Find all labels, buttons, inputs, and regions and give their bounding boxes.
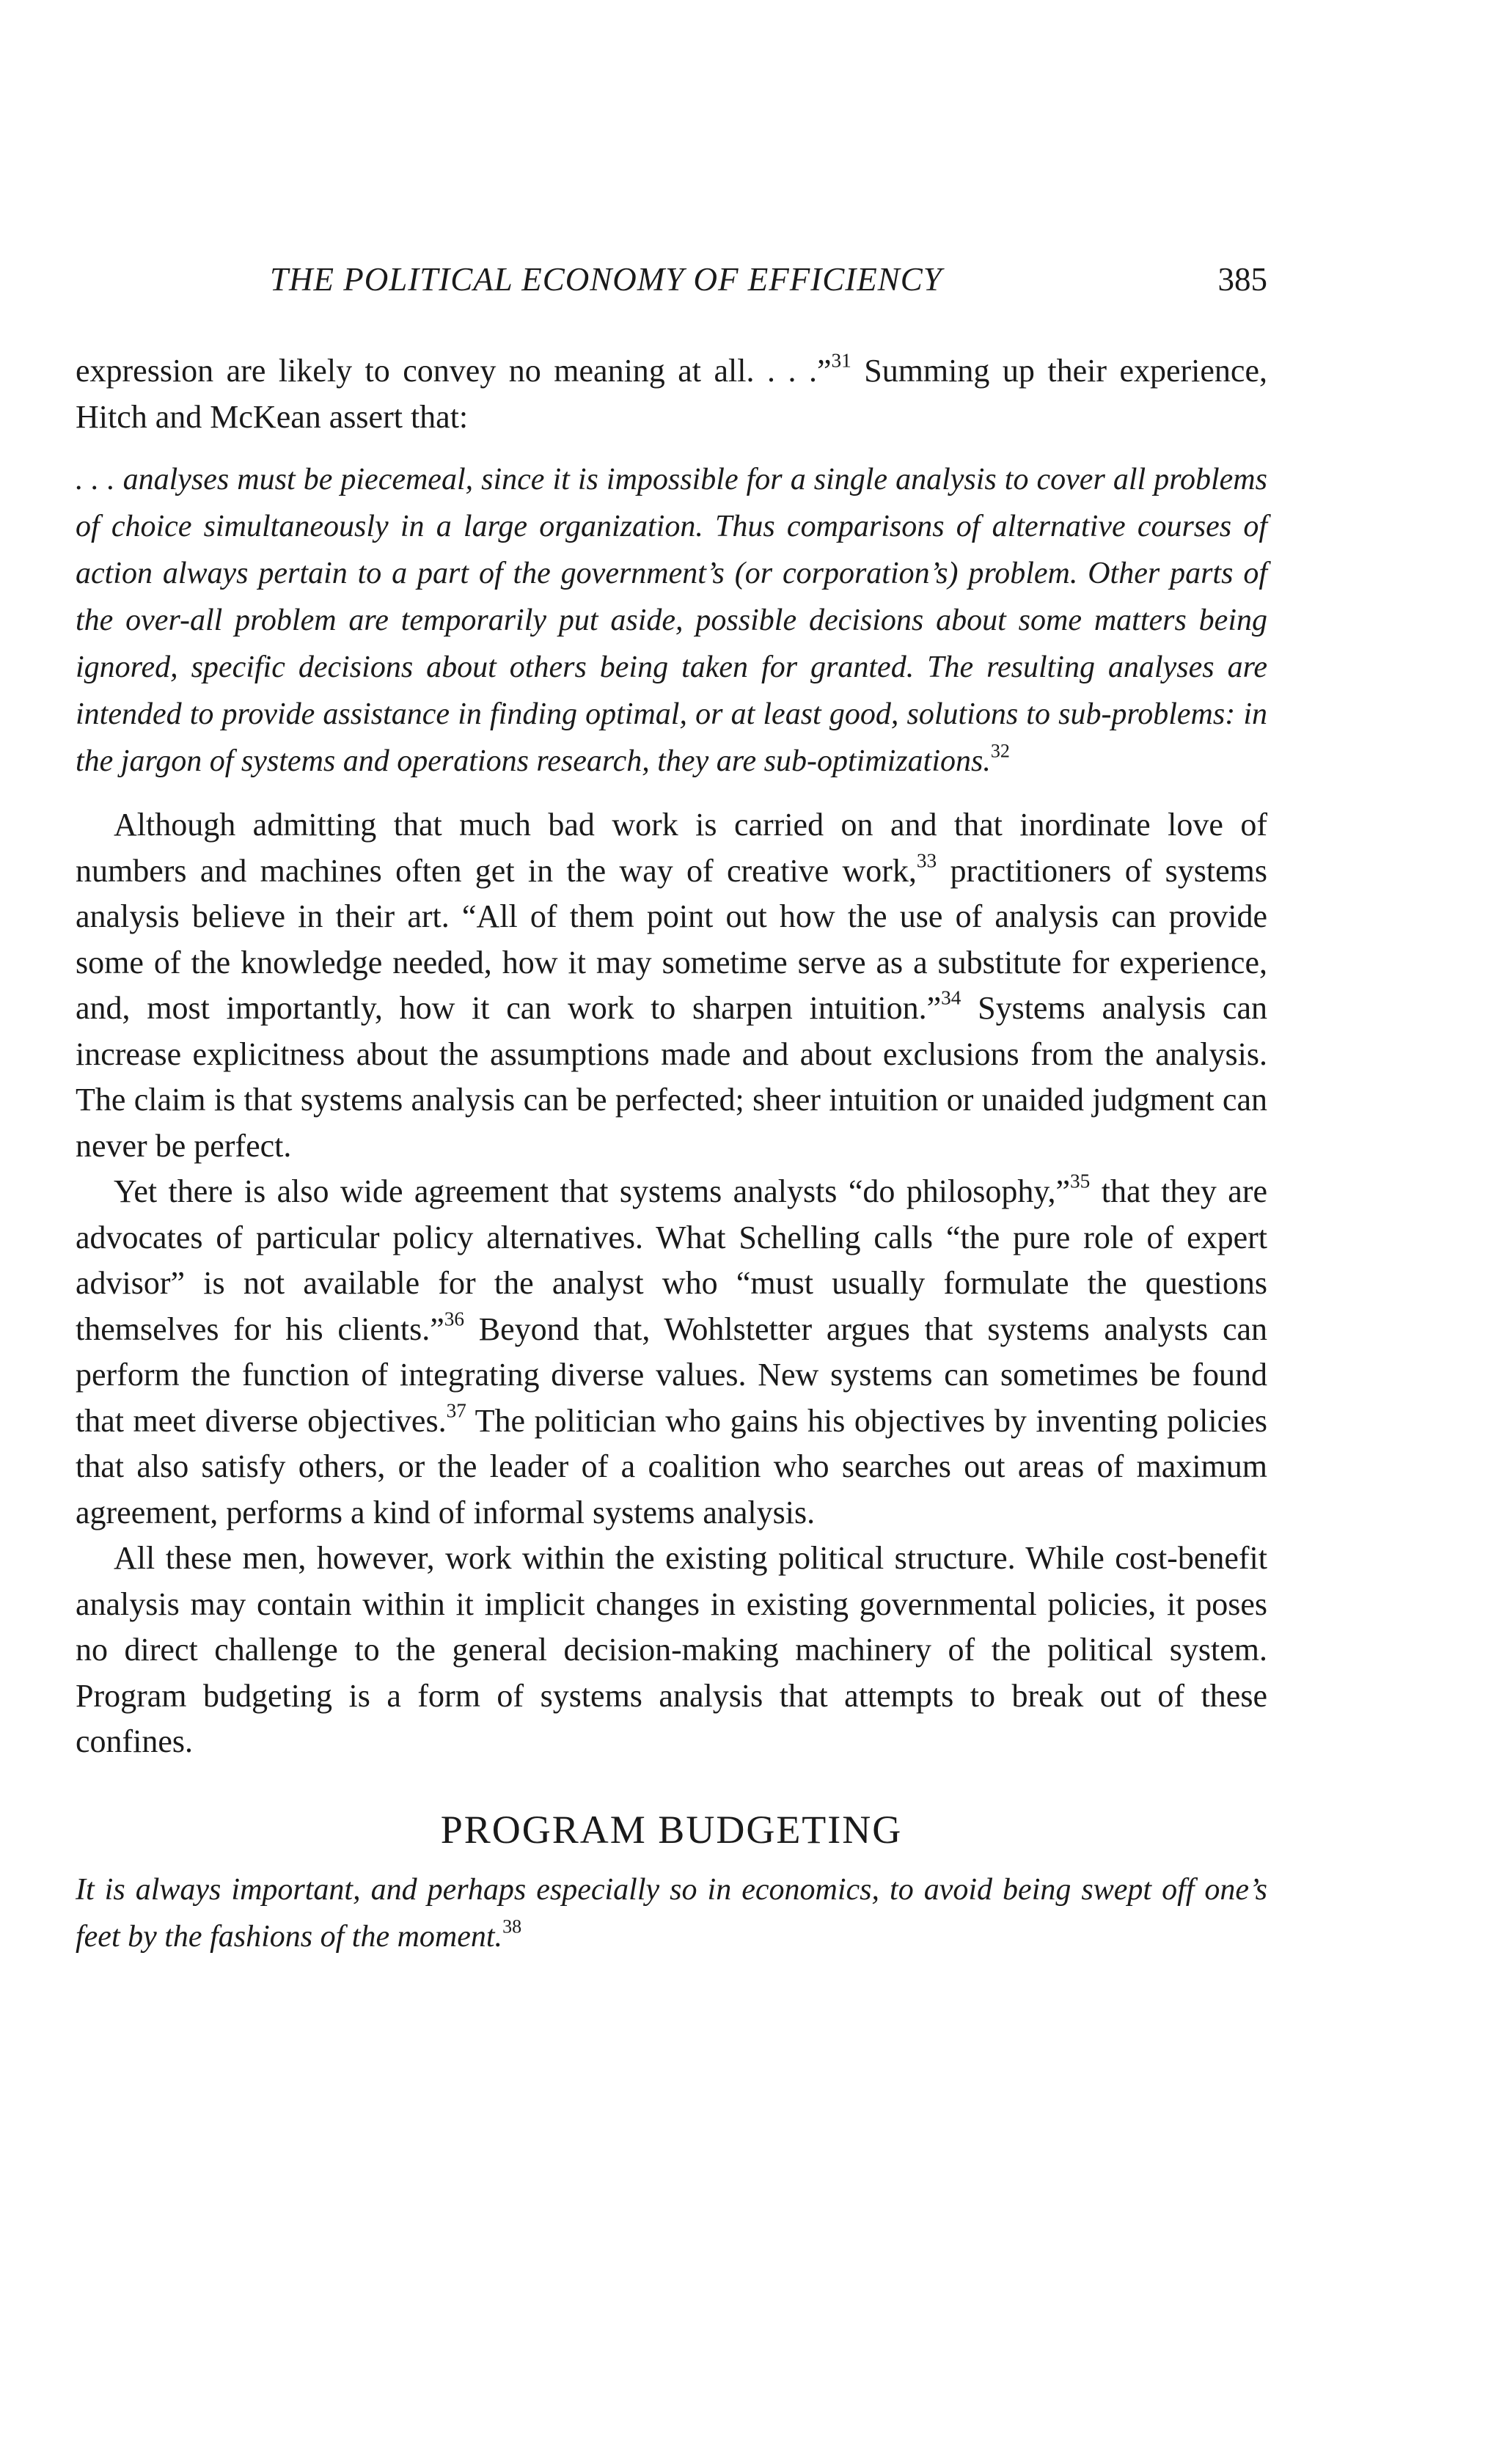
paragraph-although — [76, 802, 1267, 1169]
footnote-ref-32: 32 — [990, 740, 1010, 762]
footnote-ref-35: 35 — [1070, 1170, 1091, 1192]
page — [76, 0, 1267, 2464]
footnote-ref-33: 33 — [916, 848, 937, 871]
epigraph — [76, 1866, 1267, 1960]
text-run: All these men, however, work within the existing political structure. While cost-benefit analysis may contain within it implicit changes in existing governmental policies, it poses no direct challenge to the general decision-making machinery of the political system. Program budgeting is a form of systems analysis that attempts to break out of these confines. — [76, 1540, 1267, 1759]
paragraph-yet — [76, 1169, 1267, 1536]
section-heading: PROGRAM BUDGETING — [440, 1807, 903, 1852]
page-number: 385 — [1217, 261, 1267, 298]
paragraph-continuation — [76, 348, 1267, 440]
text-run: that they are advocates of particular policy alternatives. What Schelling calls “the pure role of expert advisor” is not available for the analyst who “must usually formulate the questions themselves for his clients.” — [76, 1173, 1267, 1347]
text-run: Beyond that, Wohlstetter argues that systems analysts can perform the function of integrating diverse values. New systems can sometimes be found that meet diverse objectives. — [76, 1310, 1268, 1439]
running-head — [76, 260, 1267, 307]
text-run: The politician who gains his objectives by inventing policies that also satisfy others, or the leader of a coalition who searches out areas of maximum agreement, performs a kind of informal systems analysis. — [76, 1402, 1267, 1530]
text-run: Summing up their experience, Hitch and McKean assert that: — [76, 353, 1267, 435]
epigraph-text: It is always important, and perhaps especially so in economics, to avoid being swept off one’s feet by the fashions of the moment. — [76, 1872, 1267, 1954]
footnote-ref-36: 36 — [444, 1307, 465, 1330]
footnote-ref-37: 37 — [446, 1398, 466, 1421]
footnote-ref-38: 38 — [502, 1915, 522, 1937]
block-quote — [76, 456, 1267, 785]
body-text — [76, 348, 1267, 1960]
text-run: Yet there is also wide agreement that systems analysts “do philosophy,” — [114, 1173, 1071, 1209]
text-run: expression are likely to convey no meaning at all. . . .” — [76, 353, 832, 389]
footnote-ref-34: 34 — [941, 986, 961, 1009]
running-title: THE POLITICAL ECONOMY OF EFFICIENCY — [270, 261, 942, 298]
footnote-ref-31: 31 — [831, 349, 851, 372]
paragraph-all — [76, 1536, 1267, 1765]
text-run: Although admitting that much bad work is carried on and that inordinate love of numbers and machines often get in the way of creative work, — [76, 807, 1267, 889]
text-run: Systems analysis can increase explicitness about the assumptions made and about exclusions from the analysis. The claim is that systems analysis can be perfected; sheer intuition or unaided judgment can never be perfect. — [76, 990, 1267, 1164]
text-run: practitioners of systems analysis believe in their art. “All of them point out how the use of analysis can provide some of the knowledge needed, how it may sometime serve as a substitute for experience, and, most importantly, how it can work to sharpen intuition.” — [76, 852, 1267, 1026]
quote-text: . . . analyses must be piecemeal, since it is impossible for a single analysis to cover all problems of choice simultaneously in a large organization. Thus comparisons of alternative courses of action always pertain to a part of the government’s (or corporation’s) problem. Other parts of the over-all problem are temporarily put aside, possible decisions about some matters being ignored, specific decisions about others being taken for granted. The resulting analyses are intended to provide assistance in finding optimal, or at least good, solutions to sub-problems: in the jargon of systems and operations research, they are sub-optimizations. — [76, 463, 1267, 778]
